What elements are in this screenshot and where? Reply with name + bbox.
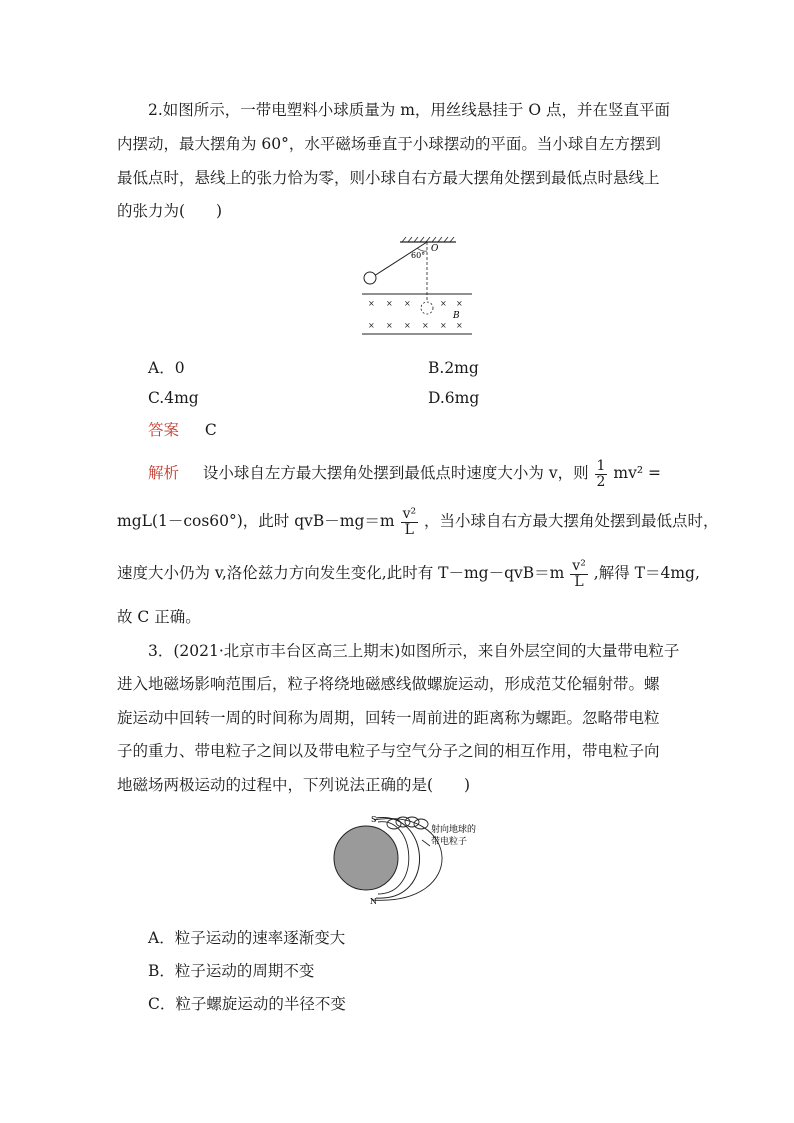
magnetic-field-crosses (368, 299, 463, 330)
q3-stem-line-1: 3．(2021·北京市丰台区高三上期末)如图所示，来自外层空间的大量带电粒子 (148, 642, 680, 660)
field-label: B (453, 311, 460, 321)
svg-text:×: × (386, 299, 393, 308)
label-n: N (370, 897, 377, 906)
answer-value: C (204, 421, 217, 439)
q3-option-c: C．粒子螺旋运动的半径不变 (148, 995, 346, 1013)
analysis-label: 解析 (148, 464, 180, 482)
angle-label: 60° (411, 251, 426, 260)
caption-line-1: 射向地球的 (431, 825, 477, 835)
analysis-line-3: 速度大小仍为 v,洛伦兹力方向发生变化,此时有 T－mg－qvB＝m $\frac{\text{v²}}{L}$ ,解得 T＝4mg, (117, 557, 700, 590)
svg-text:×: × (386, 321, 393, 330)
q2-option-b: B.2mg (428, 359, 479, 377)
svg-text:×: × (404, 299, 411, 308)
pendulum-ball (364, 272, 376, 284)
earth (334, 826, 398, 890)
answer-row (148, 420, 217, 440)
answer-label: 答案 (148, 421, 180, 439)
label-s: S (371, 815, 377, 824)
pivot-label: O (431, 244, 439, 254)
q2-option-a: A．0 (148, 359, 185, 377)
analysis-line-4: 故 C 正确。 (117, 608, 201, 626)
q3-option-b: B．粒子运动的周期不变 (148, 962, 315, 980)
q3-stem-line-2: 进入地磁场影响范围后，粒子将绕地磁感线做螺旋运动，形成范艾伦辐射带。螺 (117, 675, 660, 693)
q3-stem-line-4: 子的重力、带电粒子之间以及带电粒子与空气分子之间的相互作用，带电粒子向 (117, 742, 660, 760)
svg-text:×: × (422, 321, 429, 330)
q2-stem-line-3: 最低点时，悬线上的张力恰为零，则小球自右方最大摆角处摆到最低点时悬线上 (117, 169, 660, 187)
svg-text:×: × (368, 321, 375, 330)
q2-option-d: D.6mg (428, 389, 480, 407)
svg-text:×: × (404, 321, 411, 330)
pendulum-figure (360, 236, 490, 340)
caption-line-2: 带电粒子 (431, 837, 468, 847)
q3-stem-line-3: 旋运动中回转一周的时间称为周期，回转一周前进的距离称为螺距。忽略带电粒 (117, 709, 660, 727)
q3-stem-line-5: 地磁场两极运动的过程中，下列说法正确的是( ) (117, 776, 471, 794)
analysis-line-1: 解析 设小球自左方最大摆角处摆到最低点时速度大小为 v，则 $\frac{1}{2}$ mv² = (148, 457, 661, 490)
q2-stem-line-4: 的张力为( ) (117, 202, 223, 220)
svg-text:×: × (456, 321, 463, 330)
svg-text:×: × (368, 299, 375, 308)
svg-text:×: × (440, 321, 447, 330)
q2-stem-line-1: 2.如图所示，一带电塑料小球质量为 m，用丝线悬挂于 O 点，并在竖直平面 (148, 101, 670, 119)
svg-text:×: × (440, 299, 447, 308)
svg-text:×: × (456, 299, 463, 308)
q2-stem-line-2: 内摆动，最大摆角为 60°，水平磁场垂直于小球摆动的平面。当小球自左方摆到 (117, 135, 661, 153)
q2-option-c: C.4mg (148, 389, 199, 407)
earth-figure (330, 810, 510, 910)
analysis-line-2: mgL(1－cos60°)，此时 qvB－mg＝m $\frac{\text{v²}}{L}$ ，当小球自右方最大摆角处摆到最低点时， (117, 505, 719, 538)
q3-option-a: A．粒子运动的速率逐渐变大 (148, 929, 346, 947)
